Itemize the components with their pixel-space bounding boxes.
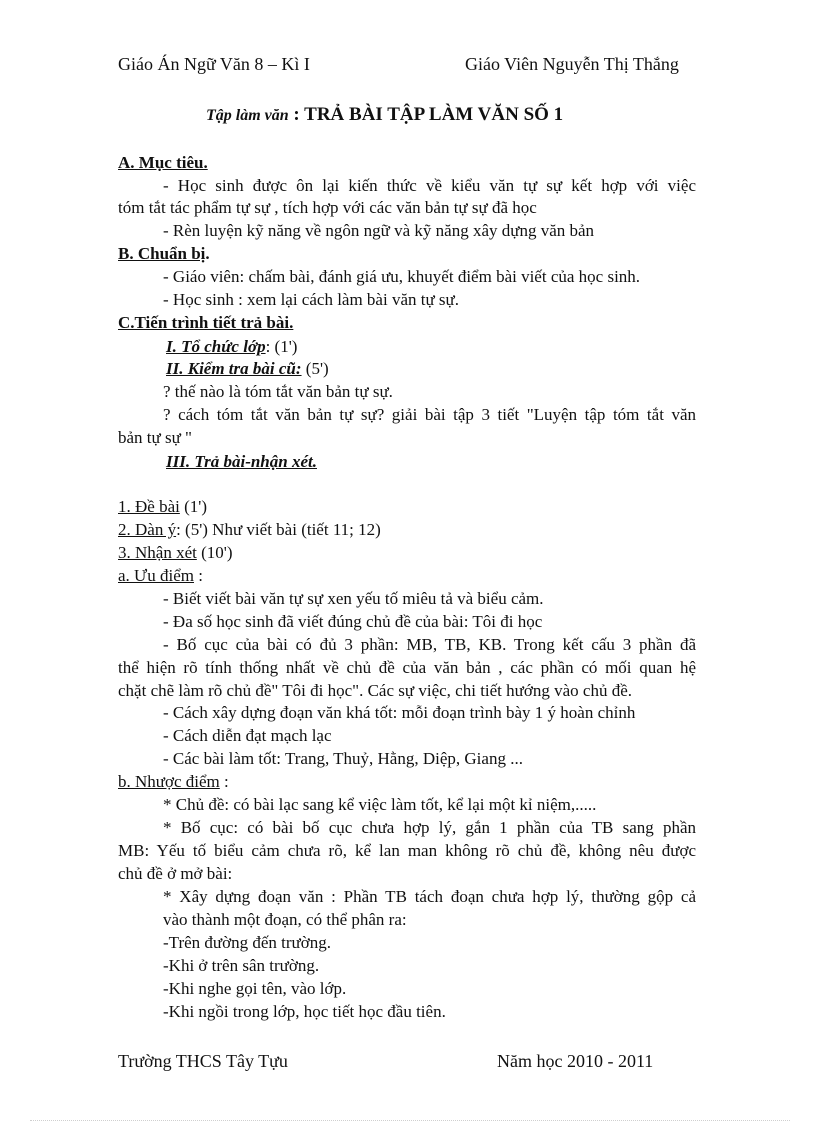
section-a-p2: - Rèn luyện kỹ năng về ngôn ngữ và kỹ năng xây dựng văn bản bbox=[163, 221, 595, 240]
weaknesses-p1: * Chủ đề: có bài lạc sang kể việc làm tốt, kể lại một kỉ niệm,..... bbox=[163, 795, 597, 814]
footer-right: Năm học 2010 - 2011 bbox=[497, 1051, 654, 1071]
item-2 bbox=[118, 519, 381, 541]
advantages-p3-line2: thể hiện rõ tính thống nhất về chủ đề của văn bản , các phần có mối quan hệ bbox=[118, 658, 696, 677]
weaknesses-p3-line2: vào thành một đoạn, có thể phân ra: bbox=[163, 910, 407, 929]
section-c-q2-line2: bản tự sự " bbox=[118, 428, 193, 447]
title-main: TRẢ BÀI TẬP LÀM VĂN SỐ 1 bbox=[304, 104, 564, 125]
section-b-heading: B. Chuẩn bị bbox=[118, 244, 206, 263]
item-1-label: 1. Đề bài bbox=[118, 497, 180, 516]
advantages-p4: - Cách xây dựng đoạn văn khá tốt: mỗi đoạn trình bày 1 ý hoàn chỉnh bbox=[163, 703, 636, 722]
title-prefix: Tập làm văn bbox=[206, 107, 289, 124]
weaknesses-p2-line3: chủ đề ở mở bài: bbox=[118, 864, 233, 883]
title-separator: : bbox=[288, 104, 305, 125]
weaknesses-heading bbox=[118, 771, 229, 793]
weaknesses-list-item-3: -Khi nghe gọi tên, vào lớp. bbox=[163, 979, 347, 998]
advantages-p5: - Cách diễn đạt mạch lạc bbox=[163, 726, 332, 745]
item-3 bbox=[118, 542, 232, 564]
section-a-heading: A. Mục tiêu. bbox=[118, 153, 208, 172]
item-2-label: 2. Dàn ý bbox=[118, 520, 177, 539]
weaknesses-p2-line1: * Bố cục: có bài bố cục chưa hợp lý, gắn 1 phần của TB sang phần bbox=[163, 818, 696, 837]
advantages-tail: : bbox=[193, 566, 203, 585]
weaknesses-label: b. Nhược điểm bbox=[118, 772, 220, 791]
section-a-p1-line1: - Học sinh được ôn lại kiến thức về kiểu văn tự sự kết hợp với việc bbox=[163, 176, 696, 195]
advantages-heading bbox=[118, 565, 203, 587]
weaknesses-tail: : bbox=[219, 772, 229, 791]
page-title bbox=[206, 104, 563, 126]
page-bottom-divider bbox=[30, 1120, 790, 1121]
section-b-p1: - Giáo viên: chấm bài, đánh giá ưu, khuyết điểm bài viết của học sinh. bbox=[163, 267, 641, 286]
advantages-p2: - Đa số học sinh đã viết đúng chủ đề của bài: Tôi đi học bbox=[163, 612, 543, 631]
section-c-i bbox=[166, 336, 297, 358]
section-b-p2: - Học sinh : xem lại cách làm bài văn tự sự. bbox=[163, 290, 460, 309]
section-c-iii-heading: III. Trả bài-nhận xét. bbox=[166, 452, 317, 471]
section-b-heading-tail: . bbox=[205, 244, 210, 263]
footer-left: Trường THCS Tây Tựu bbox=[118, 1051, 288, 1071]
section-a-p1-line2: tóm tắt tác phẩm tự sự , tích hợp với các văn bản tự sự đã học bbox=[118, 198, 537, 217]
section-c-ii-heading: II. Kiểm tra bài cũ: bbox=[166, 359, 302, 378]
section-c-ii bbox=[166, 358, 329, 380]
section-c-heading: C.Tiến trình tiết trả bài. bbox=[118, 313, 294, 332]
header-left: Giáo Án Ngữ Văn 8 – Kì I bbox=[118, 54, 310, 74]
item-1 bbox=[118, 496, 207, 518]
section-c-q2-line1: ? cách tóm tắt văn bản tự sự? giải bài tập 3 tiết "Luyện tập tóm tắt văn bbox=[163, 405, 696, 424]
section-c-q1: ? thế nào là tóm tắt văn bản tự sự. bbox=[163, 382, 393, 401]
item-3-tail: (10') bbox=[196, 543, 233, 562]
header-right: Giáo Viên Nguyễn Thị Thắng bbox=[465, 54, 679, 74]
section-b-heading-wrap bbox=[118, 243, 210, 265]
advantages-label: a. Ưu điểm bbox=[118, 566, 194, 585]
weaknesses-p3-line1: * Xây dựng đoạn văn : Phần TB tách đoạn chưa hợp lý, thường gộp cả bbox=[163, 887, 696, 906]
advantages-p3-line1: - Bố cục của bài có đủ 3 phần: MB, TB, KB. Trong kết cấu 3 phần đã bbox=[163, 635, 696, 654]
item-3-label: 3. Nhận xét bbox=[118, 543, 197, 562]
weaknesses-list-item-1: -Trên đường đến trường. bbox=[163, 933, 331, 952]
section-c-ii-tail: (5') bbox=[301, 359, 329, 378]
section-c-i-heading: I. Tổ chức lớp bbox=[166, 337, 266, 356]
weaknesses-p2-line2: MB: Yếu tố biểu cảm chưa rõ, kể lan man không rõ chủ đề, không nêu được bbox=[118, 841, 696, 860]
item-2-tail: : (5') Như viết bài (tiết 11; 12) bbox=[176, 520, 381, 539]
advantages-p3-line3: chặt chẽ làm rõ chủ đề" Tôi đi học". Các sự việc, chi tiết hướng vào chủ đề. bbox=[118, 681, 632, 700]
advantages-p1: - Biết viết bài văn tự sự xen yếu tố miêu tả và biểu cảm. bbox=[163, 589, 544, 608]
weaknesses-list-item-2: -Khi ở trên sân trường. bbox=[163, 956, 320, 975]
item-1-tail: (1') bbox=[179, 497, 207, 516]
advantages-p6: - Các bài làm tốt: Trang, Thuỷ, Hằng, Diệp, Giang ... bbox=[163, 749, 523, 768]
section-c-i-tail: : (1') bbox=[265, 337, 298, 356]
weaknesses-list-item-4: -Khi ngồi trong lớp, học tiết học đầu tiên. bbox=[163, 1002, 446, 1021]
